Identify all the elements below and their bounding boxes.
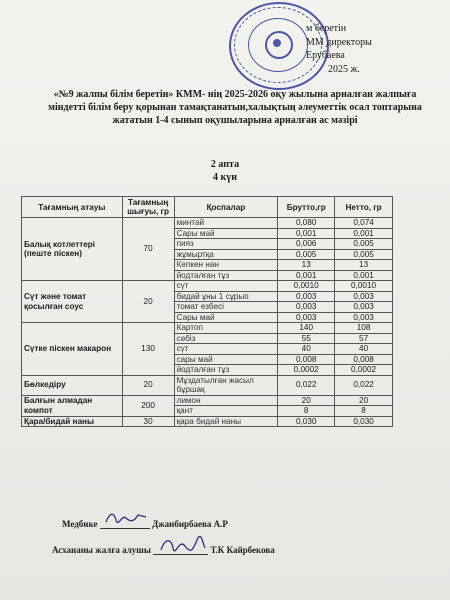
ingredient-name: сүт [174, 344, 278, 355]
netto-value: 108 [335, 323, 393, 334]
brutto-value: 40 [278, 344, 335, 355]
brutto-value: 13 [278, 260, 335, 271]
netto-value: 0,030 [335, 416, 393, 427]
brutto-value: 20 [278, 395, 335, 406]
nurse-name: Джанбирбаева А.Р [151, 519, 228, 529]
ingredient-name: Мұздатылған жасыл бұршақ [174, 375, 278, 395]
dish-portion: 20 [122, 281, 174, 323]
dish-portion: 200 [122, 395, 174, 416]
netto-value: 20 [335, 395, 393, 406]
stamp-emblem-icon [265, 31, 293, 59]
kitchen-handwritten-signature [157, 536, 207, 554]
table-header-row [22, 197, 393, 218]
approval-line-2: ММ директоры [306, 36, 372, 48]
kitchen-label: Асхананы жалға алушы [52, 545, 151, 555]
netto-value: 0,074 [335, 218, 393, 229]
header-brutto: Брутто,гр [278, 197, 335, 218]
ingredient-name: пияз [174, 239, 278, 250]
table-body [22, 218, 393, 427]
dish-name: Бөлкедіру [22, 375, 123, 395]
dish-portion: 30 [122, 416, 174, 427]
netto-value: 0,005 [335, 239, 393, 250]
netto-value: 0,005 [335, 249, 393, 260]
netto-value: 13 [335, 260, 393, 271]
ingredient-name: сары май [174, 354, 278, 365]
ingredient-name: жұмыртқа [174, 249, 278, 260]
dish-name: Қара/бидай наны [22, 416, 123, 427]
netto-value: 0,003 [335, 291, 393, 302]
ingredient-name: йодталған тұз [174, 270, 278, 281]
netto-value: 0,0002 [335, 365, 393, 376]
brutto-value: 0,003 [278, 291, 335, 302]
table-row [22, 218, 393, 229]
menu-table [21, 196, 393, 427]
ingredient-name: томат езбесі [174, 302, 278, 313]
ingredient-name: бидай ұны 1 сұрып [174, 291, 278, 302]
ingredient-name: йодталған тұз [174, 365, 278, 376]
ingredient-name: минтай [174, 218, 278, 229]
brutto-value: 0,005 [278, 249, 335, 260]
dish-name: Сүт және томат қосылған соус [22, 281, 123, 323]
kitchen-name: Т.К Кайрбекова [210, 545, 275, 555]
table-row [22, 323, 393, 334]
netto-value: 0,008 [335, 354, 393, 365]
brutto-value: 8 [278, 406, 335, 417]
approval-line-1: м беретін [306, 23, 347, 34]
ingredient-name: Сары май [174, 312, 278, 323]
brutto-value: 0,022 [278, 375, 335, 395]
header-ingredients: Қоспалар [174, 197, 278, 218]
approval-block [306, 22, 372, 76]
netto-value: 0,003 [335, 302, 393, 313]
brutto-value: 0,030 [278, 416, 335, 427]
week-label: 2 апта [210, 159, 240, 170]
ingredient-name: Сары май [174, 228, 278, 239]
nurse-signature [62, 518, 228, 529]
dish-name: Балғын алмадан компот [22, 395, 123, 416]
netto-value: 0,003 [335, 312, 393, 323]
brutto-value: 0,0002 [278, 365, 335, 376]
netto-value: 0,001 [335, 270, 393, 281]
day-label: 4 күн [212, 172, 238, 183]
brutto-value: 0,003 [278, 302, 335, 313]
netto-value: 0,001 [335, 228, 393, 239]
brutto-value: 0,003 [278, 312, 335, 323]
brutto-value: 55 [278, 333, 335, 344]
dish-name: Балық котлеттері (пеште піскен) [22, 218, 123, 281]
header-netto: Нетто, гр [335, 197, 393, 218]
nurse-label: Медбике [62, 519, 98, 529]
table-row [22, 416, 393, 427]
brutto-value: 0,0010 [278, 281, 335, 292]
dish-name: Сүтке піскен макарон [22, 323, 123, 376]
dish-portion: 130 [122, 323, 174, 376]
brutto-value: 0,006 [278, 239, 335, 250]
brutto-value: 0,008 [278, 354, 335, 365]
brutto-value: 140 [278, 323, 335, 334]
ingredient-name: қара бидай наны [174, 416, 278, 427]
nurse-signature-line [100, 518, 150, 529]
nurse-handwritten-signature [104, 510, 148, 526]
kitchen-signature-line [153, 544, 208, 555]
brutto-value: 0,001 [278, 228, 335, 239]
header-dish: Тағамның атауы [22, 197, 123, 218]
ingredient-name: сүт [174, 281, 278, 292]
kitchen-signature [52, 544, 275, 555]
netto-value: 57 [335, 333, 393, 344]
ingredient-name: Кепкен нан [174, 260, 278, 271]
approval-line-4: 2025 ж. [328, 63, 360, 75]
approval-line-3: Ерубаева [306, 50, 345, 61]
header-portion: Тағамның шығуы, гр [122, 197, 174, 218]
dish-portion: 20 [122, 375, 174, 395]
ingredient-name: Картоп [174, 323, 278, 334]
netto-value: 8 [335, 406, 393, 417]
ingredient-name: сәбіз [174, 333, 278, 344]
menu-title: «№9 жалпы білім беретін» КММ- нің 2025-2026 оқу жылына арналған жалпыға міндетті білім беру қорынан тамақтанатын,халықтың әлеуметтік осал топтарына жататын 1-4 сынып оқушыларына арналған ас мәзірі [48, 89, 422, 126]
table-row [22, 281, 393, 292]
dish-portion: 70 [122, 218, 174, 281]
brutto-value: 0,001 [278, 270, 335, 281]
table-row [22, 375, 393, 395]
brutto-value: 0,080 [278, 218, 335, 229]
netto-value: 0,022 [335, 375, 393, 395]
netto-value: 0,0010 [335, 281, 393, 292]
ingredient-name: қант [174, 406, 278, 417]
netto-value: 40 [335, 344, 393, 355]
table-row [22, 395, 393, 406]
ingredient-name: лимон [174, 395, 278, 406]
